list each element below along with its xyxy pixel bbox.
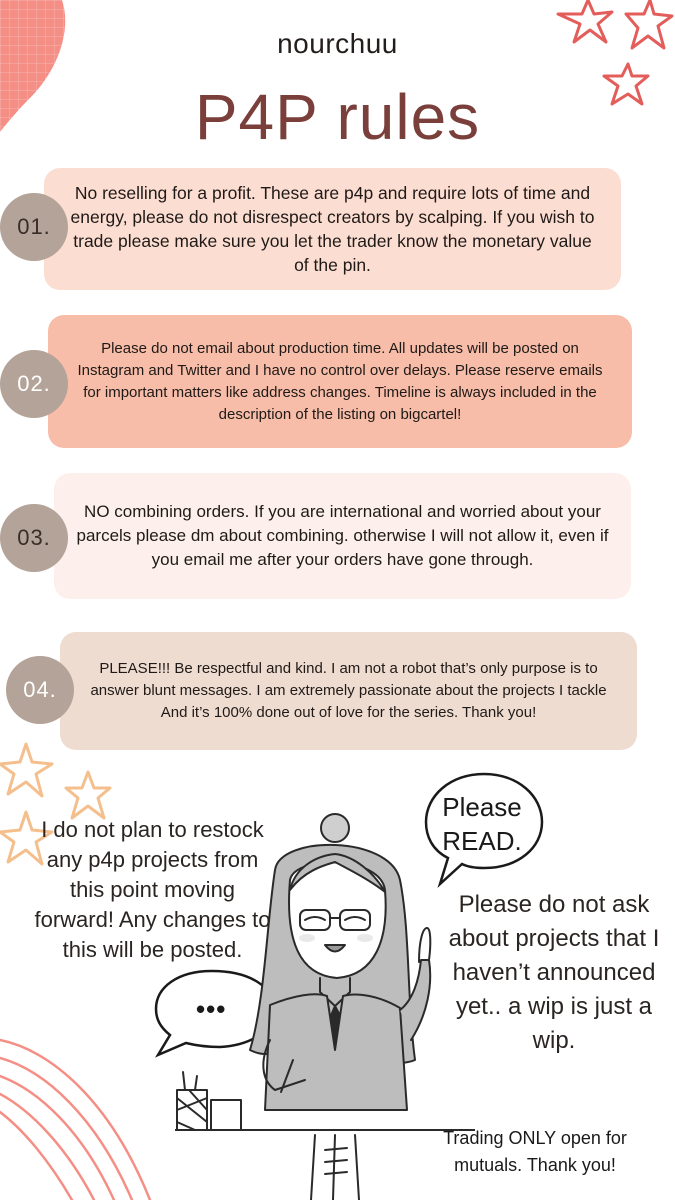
coral-swirl-decoration [0, 1030, 170, 1200]
rule-card-4 [60, 632, 637, 750]
star-doodle-icon [66, 772, 110, 818]
rule-card-3 [54, 473, 631, 599]
rule-text: NO combining orders. If you are international and worried about your parcels please dm about combining. otherwise I will not allow it, even if you email me after your orders have gone through. [76, 502, 609, 569]
page-title: P4P rules [194, 81, 481, 153]
projects-note: Please do not ask about projects that I haven’t announced yet.. a wip is just a wip. [448, 891, 660, 1054]
rule-number-badge: 02. [0, 350, 68, 418]
rule-text: No reselling for a profit. These are p4p and require lots of time and energy, please do not disrespect creators by scalping. If you wish to trade please make sure you let the trader know the monetary value of the pin. [70, 183, 595, 275]
star-doodle-icon [0, 744, 52, 796]
rule-number-badge: 03. [0, 504, 68, 572]
speech-bubble-text: Please READ. [442, 792, 522, 856]
rule-card-2 [48, 315, 632, 448]
restock-note: I do not plan to restock any p4p projects from this point moving forward! Any changes to this will be posted. [34, 817, 271, 962]
rule-number-badge: 04. [6, 656, 74, 724]
rule-card-1 [44, 168, 621, 290]
ellipsis-text: ••• [196, 994, 227, 1024]
rule-number-badge: 01. [0, 193, 68, 261]
rule-text: PLEASE!!! Be respectful and kind. I am not a robot that’s only purpose is to answer blunt messages. I am extremely passionate about the projects I tackle And it’s 100% done out of love for the series. Thank you! [90, 660, 607, 721]
trading-note: Trading ONLY open for mutuals. Thank you! [443, 1128, 627, 1175]
rule-text: Please do not email about production time. All updates will be posted on Instagram and Twitter and I have no control over delays. Please reserve emails for important matters like address changes. Timeline is always included in the description of the listing on bigcartel! [77, 339, 603, 423]
brand-name: nourchuu [277, 28, 398, 59]
